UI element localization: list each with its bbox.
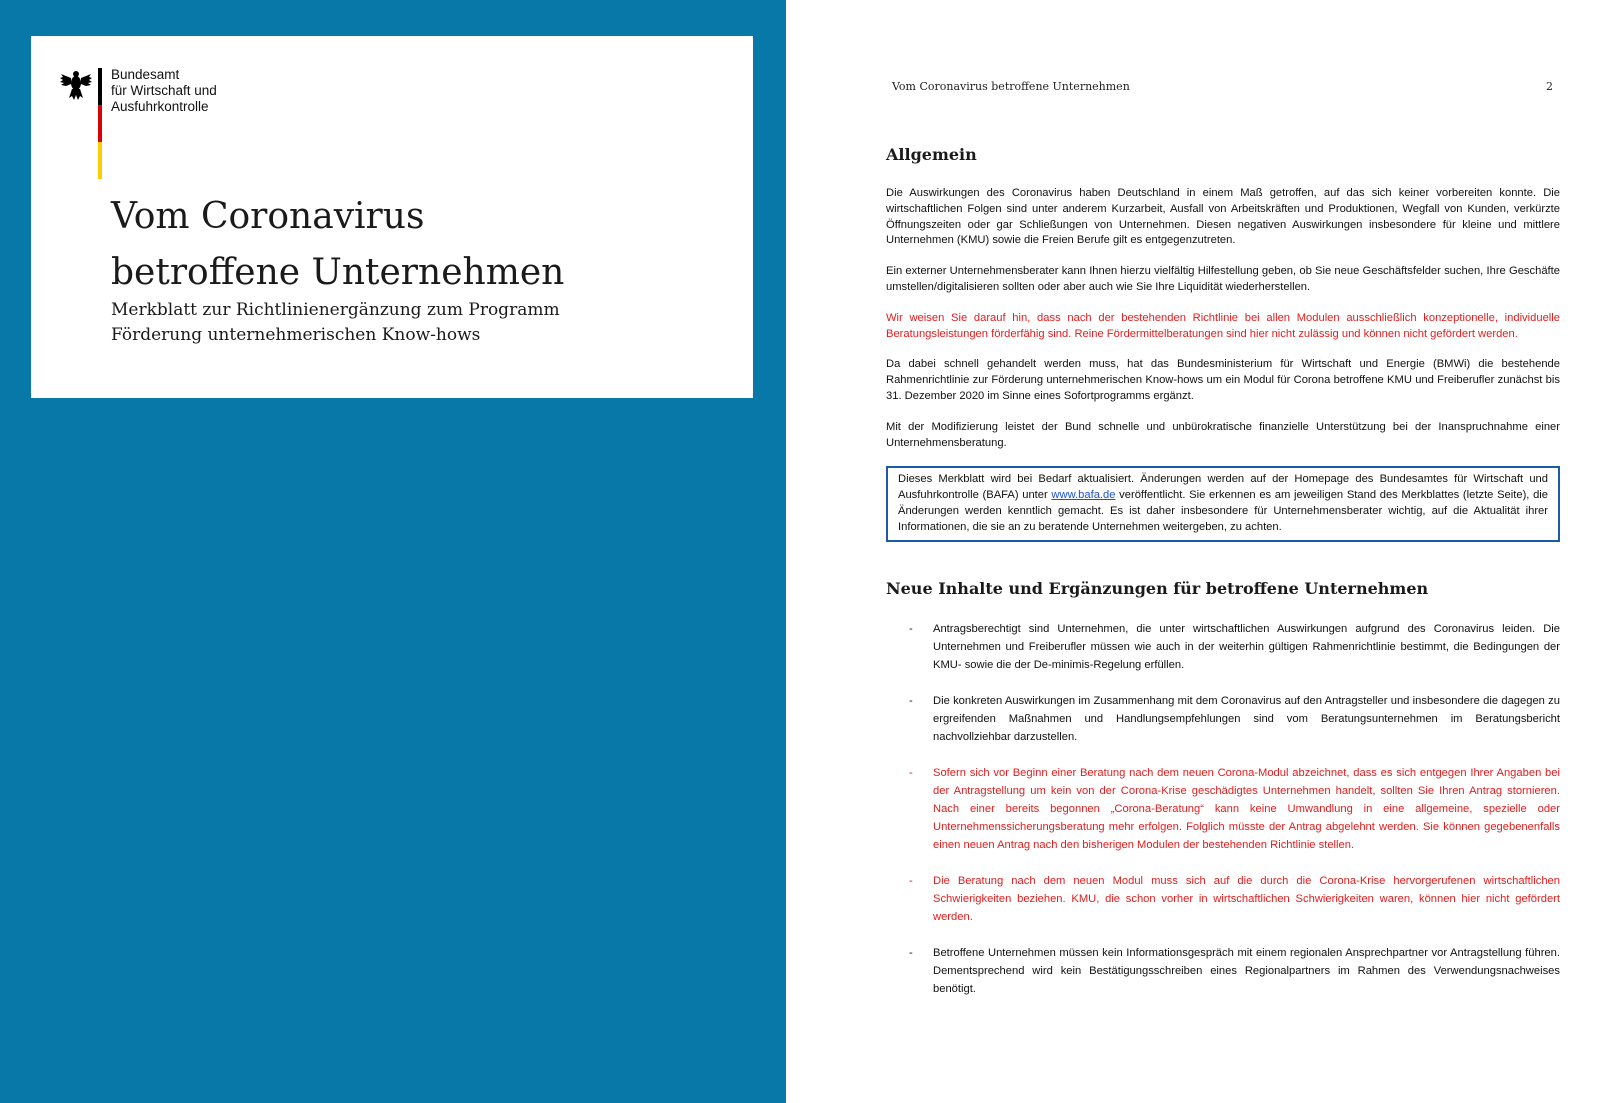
- paragraph: Die Auswirkungen des Coronavirus haben Deutschland in einem Maß getroffen, auf das sich keiner vorbereiten konnte. Die wirtschaftlichen Folgen sind unter anderem Kurzarbeit, Ausfall von Arbeitskräften und Produktionen, Wegfall von Kunden, verkürzte Öffnungszeiten oder gar Schließungen von Unternehmen. Diesen negativen Auswirkungen insbesondere für kleine und mittlere Unternehmen (KMU) sowie die Freien Berufe gilt es entgegenzutreten.: [886, 187, 1560, 247]
- section-heading-neue-inhalte: Neue Inhalte und Ergänzungen für betroffene Unternehmen: [886, 578, 1429, 598]
- document-page-2: [786, 0, 1600, 1103]
- update-notice-box: Dieses Merkblatt wird bei Bedarf aktualisiert. Änderungen werden auf der Homepage des Bundesamtes für Wirtschaft und Ausfuhrkontrolle (BAFA) unter www.bafa.de veröffentlicht. Sie erkennen es am jeweiligen Stand des Merkblattes (letzte Seite), die Änderungen werden kenntlich gemacht. Es ist daher insbesondere für Unternehmensberater wichtig, auf die Aktualität ihrer Informationen, die sie an zu beratende Unternehmen weitergeben, zu achten.: [886, 466, 1560, 541]
- bullet-list: [886, 620, 1560, 998]
- page-number: 2: [1546, 80, 1553, 93]
- list-item-highlight: - Sofern sich vor Beginn einer Beratung nach dem neuen Corona-Modul abzeichnet, dass es sich entgegen Ihrer Angaben bei der Antragstellung um kein von der Corona-Krise geschädigtes Unternehmen handelt, sollten Sie Ihren Antrag stornieren. Nach einer bereits begonnen „Corona-Beratung“ kann keine Umwandlung in eine allgemeine, spezielle oder Unternehmenssicherungsberatung mehr erfolgen. Folglich müsste der Antrag abgelehnt werden. Sie können gegebenenfalls einen neuen Antrag nach den bisherigen Modulen der bestehenden Richtlinie stellen.: [909, 766, 1560, 851]
- paragraph-highlight: Wir weisen Sie darauf hin, dass nach der bestehenden Richtlinie bei allen Modulen ausschließlich konzeptionelle, individuelle Beratungsleistungen förderfähig sind. Reine Fördermittelberatungen sind hier nicht zulässig und können nicht gefördert werden.: [886, 311, 1560, 340]
- paragraph: Ein externer Unternehmensberater kann Ihnen hierzu vielfältig Hilfestellung geben, ob Sie neue Geschäftsfelder suchen, Ihre Geschäfte umstellen/digitalisieren sollten oder aber auch wie Sie Ihre Liquidität wiederherstellen.: [886, 265, 1560, 293]
- list-item: - Betroffene Unternehmen müssen kein Informationsgespräch mit einem regionalen Ansprechpartner vor Antragstellung führen. Dementsprechend wird kein Bestätigungsschreiben eines Regionalpartners im Rahmen des Verwendungsnachweises benötigt.: [909, 946, 1560, 995]
- cover-title: Vom Coronavirus betroffene Unternehmen: [111, 196, 565, 293]
- running-header: Vom Coronavirus betroffene Unternehmen: [892, 80, 1130, 93]
- section-heading-allgemein: Allgemein: [886, 145, 977, 164]
- cover-page: [0, 0, 786, 1103]
- list-item: - Antragsberechtigt sind Unternehmen, die unter wirtschaftlichen Auswirkungen aufgrund des Coronavirus leiden. Die Unternehmen und Freiberufler müssen wie auch in der weiterhin gültigen Rahmenrichtlinie bestimmt, die Bedingungen der KMU- sowie die der De-minimis-Regelung erfüllen.: [909, 622, 1560, 671]
- federal-eagle-icon: [59, 68, 93, 102]
- page-content: [886, 140, 1560, 1016]
- agency-name: Bundesamt für Wirtschaft und Ausfuhrkontrolle: [111, 67, 217, 114]
- paragraph: Da dabei schnell gehandelt werden muss, hat das Bundesministerium für Wirtschaft und Energie (BMWi) die bestehende Rahmenrichtlinie zur Förderung unternehmerischen Know-hows um ein Modul für Corona betroffene KMU und Freiberufler zunächst bis 31. Dezember 2020 im Sinne eines Sofortprogramms ergänzt.: [886, 358, 1560, 402]
- paragraph: Mit der Modifizierung leistet der Bund schnelle und unbürokratische finanzielle Unterstützung bei der Inanspruchnahme einer Unternehmensberatung.: [886, 420, 1560, 449]
- cover-card: [31, 36, 753, 398]
- list-item: - Die konkreten Auswirkungen im Zusammenhang mit dem Coronavirus auf den Antragsteller und insbesondere die dagegen zu ergreifenden Maßnahmen und Handlungsempfehlungen sind vom Beratungsunternehmen im Beratungsbericht nachvollziehbar darzustellen.: [909, 694, 1560, 743]
- bafa-link[interactable]: www.bafa.de: [1051, 489, 1116, 502]
- flag-stripe: [98, 68, 102, 179]
- cover-subtitle: Merkblatt zur Richtlinienergänzung zum Programm Förderung unternehmerischen Know-hows: [111, 300, 560, 345]
- list-item-highlight: - Die Beratung nach dem neuen Modul muss sich auf die durch die Corona-Krise hervorgerufenen wirtschaftlichen Schwierigkeiten beziehen. KMU, die schon vorher in wirtschaftlichen Schwierigkeiten waren, können hier nicht gefördert werden.: [909, 874, 1560, 923]
